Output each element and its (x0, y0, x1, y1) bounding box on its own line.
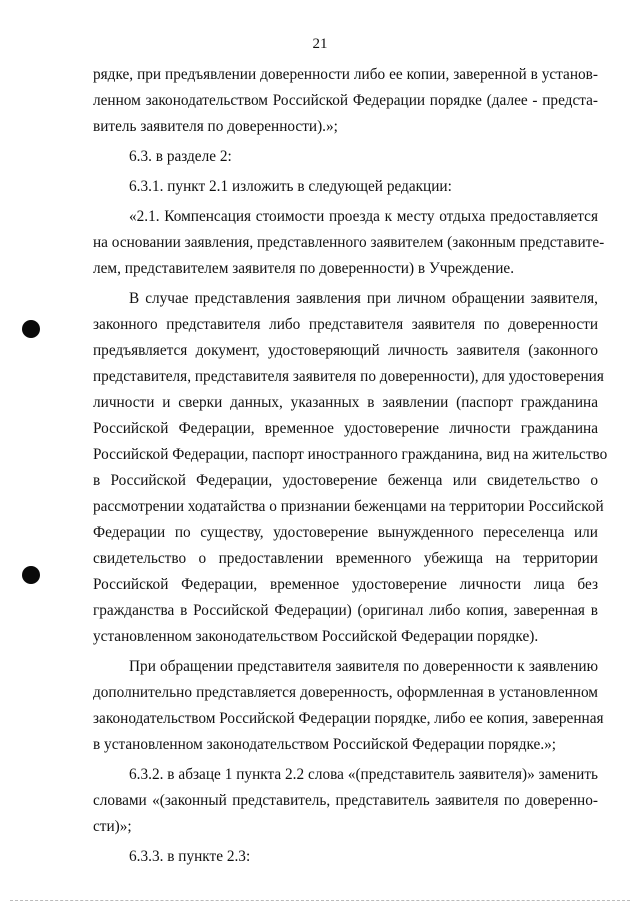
text-line: сти)»; (93, 818, 132, 835)
text-line: законодательством Российской Федерации порядке, либо ее копия, заверенная (93, 710, 604, 727)
text-line: гражданства в Российской Федерации) (оригинал либо копия, заверенная в (93, 602, 598, 619)
text-line: витель заявителя по доверенности).»; (93, 118, 338, 135)
text-line: «2.1. Компенсация стоимости проезда к месту отдыха предоставляется (129, 208, 598, 225)
text-line: Российской Федерации, временное удостоверение личности лица без (93, 576, 598, 593)
text-line: Российской Федерации, временное удостоверение личности гражданина (93, 420, 598, 437)
text-line: предъявляется документ, удостоверяющий личность заявителя (законного (93, 342, 598, 359)
text-line: в установленном законодательством Российской Федерации порядке.»; (93, 736, 557, 753)
text-line: Федерации по существу, удостоверение вынужденного переселенца или (93, 524, 598, 541)
text-line: 6.3. в разделе 2: (129, 148, 232, 165)
punch-hole-mark (22, 320, 40, 338)
text-line: представителя, представителя заявителя по доверенности), для удостоверения (93, 368, 604, 385)
text-line: При обращении представителя заявителя по доверенности к заявлению (129, 658, 598, 675)
text-line: установленном законодательством Российской Федерации порядке). (93, 628, 539, 645)
text-line: личности и сверки данных, указанных в заявлении (паспорт гражданина (93, 394, 598, 411)
punch-hole-mark (22, 566, 40, 584)
text-line: 6.3.2. в абзаце 1 пункта 2.2 слова «(представитель заявителя)» заменить (129, 766, 598, 783)
text-line: 6.3.3. в пункте 2.3: (129, 848, 251, 865)
text-line: ленном законодательством Российской Федерации порядке (далее - предста- (93, 92, 598, 109)
text-line: лем, представителем заявителя по доверенности) в Учреждение. (93, 260, 515, 277)
text-line: в Российской Федерации, удостоверение беженца или свидетельство о (93, 472, 598, 489)
text-line: законного представителя либо представителя заявителя по доверенности (93, 316, 598, 333)
text-line: 6.3.1. пункт 2.1 изложить в следующей редакции: (129, 178, 452, 195)
text-line: дополнительно представляется доверенность, оформленная в установленном (93, 684, 598, 701)
text-line: Российской Федерации, паспорт иностранного гражданина, вид на жительство (93, 446, 608, 463)
text-line: на основании заявления, представленного заявителем (законным представите- (93, 234, 605, 251)
text-line: рассмотрении ходатайства о признании беженцами на территории Российской (93, 498, 604, 515)
page-number: 21 (312, 36, 328, 52)
text-line: рядке, при предъявлении доверенности либо ее копии, заверенной в установ- (93, 66, 598, 83)
text-line: свидетельство о предоставлении временного убежища на территории (93, 550, 598, 567)
text-line: В случае представления заявления при личном обращении заявителя, (129, 290, 598, 307)
text-line: словами «(законный представитель, представитель заявителя по доверенно- (93, 792, 598, 809)
page-bottom-edge (10, 900, 630, 901)
document-body (93, 62, 608, 870)
